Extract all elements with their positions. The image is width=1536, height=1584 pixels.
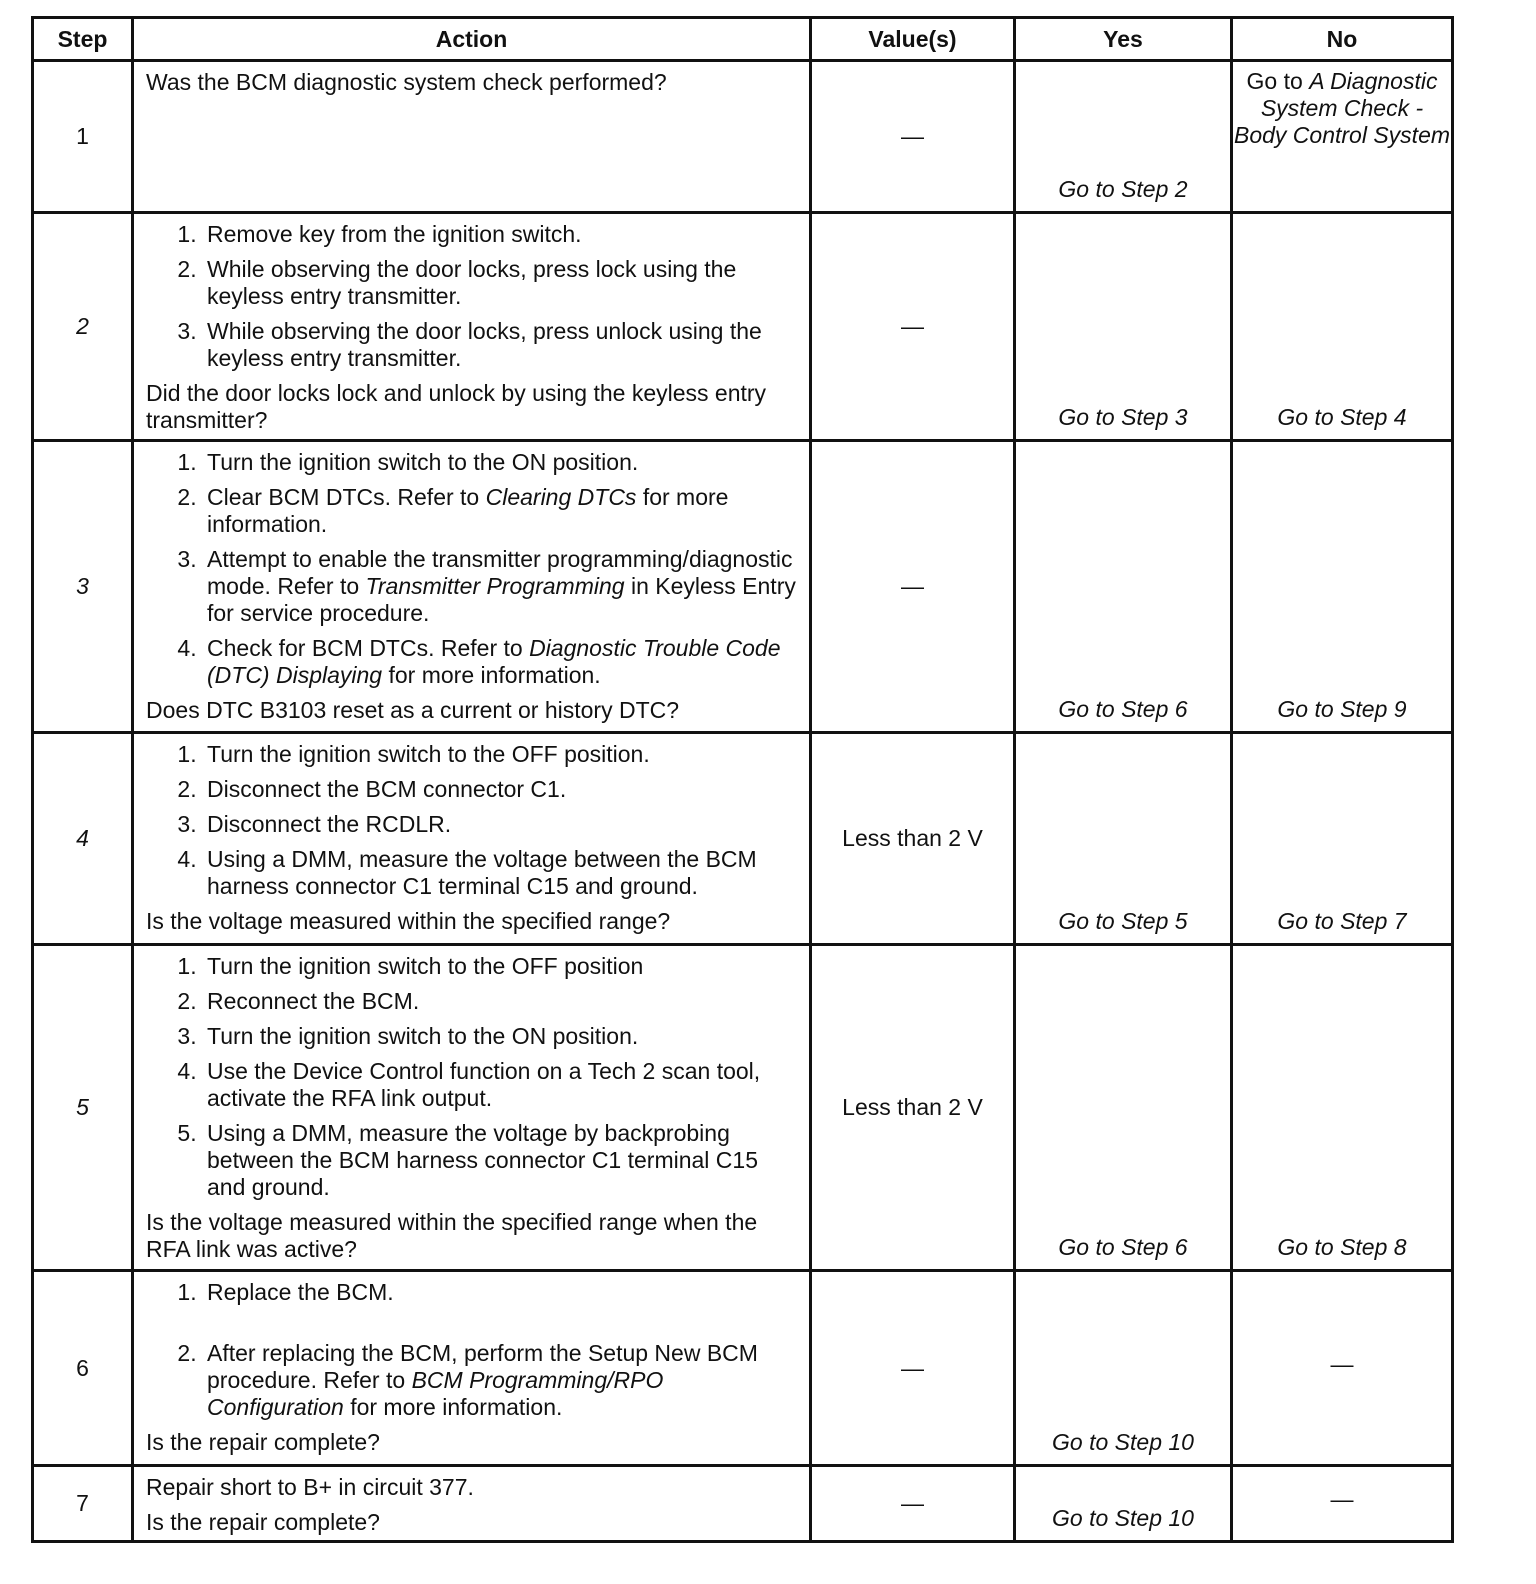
action-item: 3. Disconnect the RCDLR.	[203, 811, 801, 838]
header-values: Value(s)	[811, 18, 1015, 61]
table-row	[33, 1271, 1453, 1466]
action-cell	[133, 441, 811, 733]
action-item: 2. Disconnect the BCM connector C1.	[203, 776, 801, 803]
no-cell: Go to Step 7	[1232, 733, 1453, 945]
yes-cell: Go to Step 6	[1015, 441, 1232, 733]
yes-cell: Go to Step 6	[1015, 945, 1232, 1271]
value-cell: —	[811, 213, 1015, 441]
header-step: Step	[33, 18, 133, 61]
action-question: Is the repair complete?	[146, 1509, 380, 1535]
action-cell	[133, 213, 811, 441]
no-cell: —	[1232, 1271, 1453, 1466]
action-item: 2. Clear BCM DTCs. Refer to Clearing DTCs for more information.	[203, 484, 801, 538]
action-list	[146, 1279, 801, 1421]
no-cell: Go to Step 9	[1232, 441, 1453, 733]
yes-cell: Go to Step 3	[1015, 213, 1232, 441]
table-row	[33, 441, 1453, 733]
diagnostic-table	[31, 16, 1454, 1543]
action-list	[146, 953, 801, 1201]
step-number: 1	[33, 61, 133, 213]
yes-cell: Go to Step 5	[1015, 733, 1232, 945]
value-cell: —	[811, 61, 1015, 213]
table-row	[33, 733, 1453, 945]
action-item: 3. Attempt to enable the transmitter programming/diagnostic mode. Refer to Transmitter Programming in Keyless Entry for service procedure.	[203, 546, 801, 627]
action-cell	[133, 61, 811, 213]
action-item: 1. Turn the ignition switch to the OFF position	[203, 953, 801, 980]
no-cell	[1232, 61, 1453, 213]
value-cell: —	[811, 441, 1015, 733]
step-number: 7	[33, 1466, 133, 1542]
value-cell: Less than 2 V	[811, 733, 1015, 945]
yes-cell: Go to Step 10	[1015, 1271, 1232, 1466]
no-prefix: Go to	[1246, 68, 1310, 94]
action-item: 4. Check for BCM DTCs. Refer to Diagnostic Trouble Code (DTC) Displaying for more information.	[203, 635, 801, 689]
reference-link: Clearing DTCs	[485, 484, 637, 510]
table-row	[33, 61, 1453, 213]
action-question: Is the voltage measured within the specified range when the RFA link was active?	[146, 1209, 758, 1262]
action-item: 4. Using a DMM, measure the voltage between the BCM harness connector C1 terminal C15 and ground.	[203, 846, 801, 900]
step-number: 2	[33, 213, 133, 441]
value-cell: —	[811, 1271, 1015, 1466]
action-question: Did the door locks lock and unlock by using the keyless entry transmitter?	[146, 380, 767, 433]
reference-link: Diagnostic Trouble Code (DTC) Displaying	[207, 635, 781, 688]
action-item: 1. Replace the BCM.	[203, 1279, 801, 1306]
header-no: No	[1232, 18, 1453, 61]
action-question: Is the voltage measured within the specified range?	[146, 908, 671, 934]
header-action: Action	[133, 18, 811, 61]
step-number: 5	[33, 945, 133, 1271]
action-item: 1. Turn the ignition switch to the OFF position.	[203, 741, 801, 768]
step-number: 3	[33, 441, 133, 733]
no-cell: —	[1232, 1466, 1453, 1542]
header-yes: Yes	[1015, 18, 1232, 61]
action-item: 5. Using a DMM, measure the voltage by backprobing between the BCM harness connector C1 terminal C15 and ground.	[203, 1120, 801, 1201]
action-item: 2. Reconnect the BCM.	[203, 988, 801, 1015]
table-row	[33, 213, 1453, 441]
action-list	[146, 449, 801, 689]
action-cell	[133, 1466, 811, 1542]
action-item: 2. While observing the door locks, press lock using the keyless entry transmitter.	[203, 256, 801, 310]
action-list	[146, 221, 801, 372]
table-row	[33, 945, 1453, 1271]
action-cell	[133, 945, 811, 1271]
reference-link: BCM Programming/RPO Configuration	[207, 1367, 664, 1420]
yes-cell: Go to Step 10	[1015, 1466, 1232, 1542]
header-row	[33, 18, 1453, 61]
action-cell	[133, 1271, 811, 1466]
action-item: 2. After replacing the BCM, perform the Setup New BCM procedure. Refer to BCM Programming/RPO Configuration for more information.	[203, 1340, 801, 1421]
action-cell	[133, 733, 811, 945]
action-item: 3. While observing the door locks, press unlock using the keyless entry transmitter.	[203, 318, 801, 372]
action-item: 3. Turn the ignition switch to the ON position.	[203, 1023, 801, 1050]
no-cell: Go to Step 4	[1232, 213, 1453, 441]
action-question: Was the BCM diagnostic system check performed?	[146, 69, 667, 95]
step-number: 4	[33, 733, 133, 945]
action-item: 1. Turn the ignition switch to the ON position.	[203, 449, 801, 476]
action-list	[146, 741, 801, 900]
no-reference: A Diagnostic System Check - Body Control System	[1233, 68, 1451, 148]
value-cell: —	[811, 1466, 1015, 1542]
action-question: Is the repair complete?	[146, 1429, 380, 1455]
no-cell: Go to Step 8	[1232, 945, 1453, 1271]
yes-cell: Go to Step 2	[1015, 61, 1232, 213]
action-question: Does DTC B3103 reset as a current or history DTC?	[146, 697, 680, 723]
action-text: Repair short to B+ in circuit 377.	[146, 1474, 474, 1500]
action-item: 4. Use the Device Control function on a Tech 2 scan tool, activate the RFA link output.	[203, 1058, 801, 1112]
step-number: 6	[33, 1271, 133, 1466]
value-cell: Less than 2 V	[811, 945, 1015, 1271]
reference-link: Transmitter Programming	[365, 573, 625, 599]
table-row	[33, 1466, 1453, 1542]
action-item: 1. Remove key from the ignition switch.	[203, 221, 801, 248]
